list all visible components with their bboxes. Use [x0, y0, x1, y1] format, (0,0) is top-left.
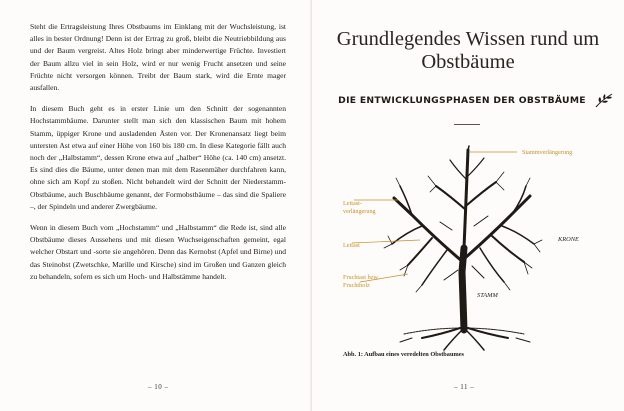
figure-caption: Abb. 1: Aufbau eines veredelten Obstbaumes: [343, 351, 464, 358]
paragraph: In diesem Buch geht es in erster Linie um den Schnitt der sogenannten Hochstammbäume. Darunter stellt man sich den klassischen Baum mit hohem Stamm, üppiger Krone und ausladenden Ästen vor. Der Kronenansatz liegt beim untersten Ast etwa auf einer Höhe von 160 bis 180 cm. In diese Kategorie fällt auch noch der „Halbstamm“, dessen Krone etwa auf „halber“ Höhe (ca. 140 cm) ansetzt. Es sind dies die Bäume, unter denen man mit dem Rasenmäher durchfahren kann, ohne sich am Kopf zu stoßen. Nicht behandelt wird der Schnitt der Niederstamm-Obstbäume, auch Buschbäume genannt, der Formobstbäume – das sind die Spaliere –, der Spindeln und anderer Zwergbäume.: [30, 104, 286, 211]
paragraph: Wenn in diesem Buch vom „Hochstamm“ und „Halbstamm“ die Rede ist, sind alle Obstbäume dieses Aussehens und mit diesen Wuchseigenschaften gemeint, egal welcher Obstart und -sorte sie angehören. Denn das Kernobst (Apfel und Birne) und das Steinobst (Zwetschke, Marille und Kirsche) sind im Großen und Ganzen gleich zu behandeln, sofern es sich um Hoch- und Halbstämme handelt.: [30, 223, 286, 281]
page-number-right: – 11 –: [454, 383, 475, 391]
paragraph: Steht die Ertragsleistung Ihres Obstbaums im Einklang mit der Wuchsleistung, ist alles in bester Ordnung! Denn ist der Ertrag zu groß, bleibt die Neutriebbildung aus und der Baum vergreist. Altes Holz bringt aber minderwertige Früchte. Investiert der Baum allzu viel in sein Holz, wird er nur wenig Frucht ansetzen und seine Früchte nicht versorgen können. Treibt der Baum stark, wird die Ernte mager ausfallen.: [30, 22, 286, 93]
label-stamm: STAMM: [477, 292, 498, 299]
body-text: [30, 21, 286, 292]
chapter-title: Grundlegendes Wissen rund um Obstbäume: [336, 28, 600, 73]
label-stammverlaengerung: Stammverlängerung: [522, 149, 573, 156]
label-fruchtast: Fruchtast bzw. Fruchtholz: [343, 274, 380, 289]
section-subtitle: DIE ENTWICKLUNGSPHASEN DER OBSTBÄUME: [338, 95, 586, 106]
label-leitast: Leitast: [343, 242, 360, 249]
label-krone: KRONE: [558, 236, 579, 243]
label-leitastverlaengerung: Leitast-verlängerung: [343, 200, 376, 215]
page-number-left: – 10 –: [148, 383, 169, 391]
